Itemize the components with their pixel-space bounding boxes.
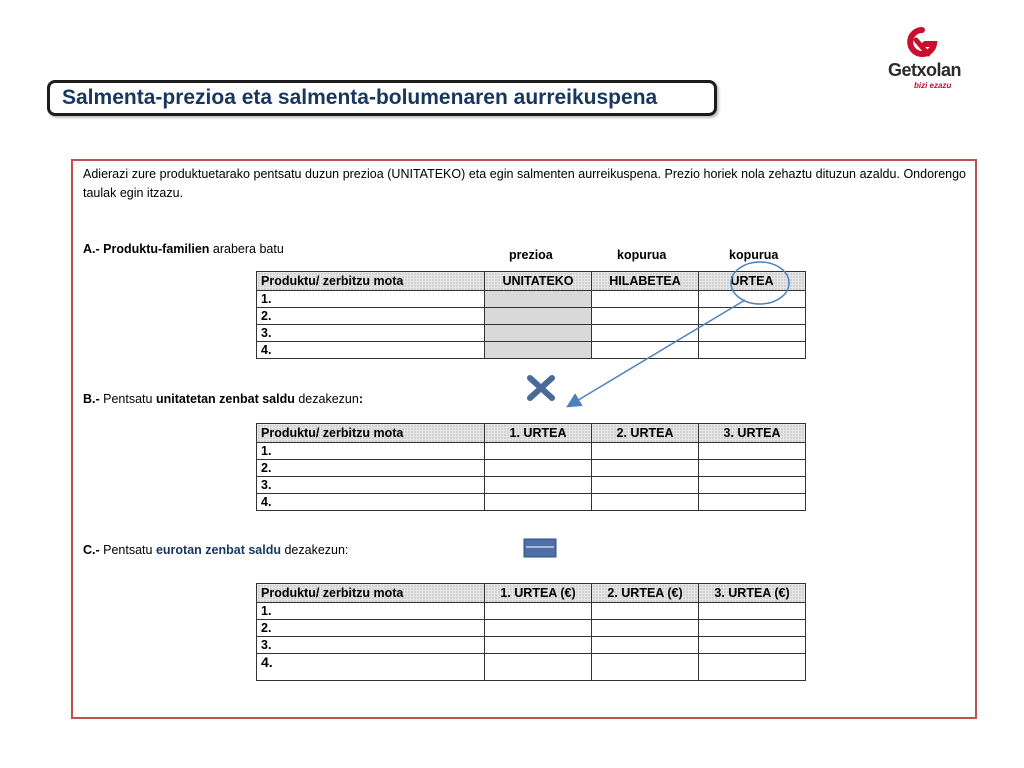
section-c-post: dezakezun: bbox=[281, 543, 349, 557]
table-cell[interactable] bbox=[592, 308, 699, 325]
table-cell[interactable] bbox=[592, 342, 699, 359]
table-row bbox=[257, 477, 806, 494]
section-a-heading bbox=[83, 242, 284, 256]
table-cell[interactable] bbox=[485, 325, 592, 342]
table-b-header-year-3: 3. URTEA bbox=[699, 424, 806, 443]
table-row bbox=[257, 443, 806, 460]
table-cell[interactable] bbox=[699, 308, 806, 325]
table-a bbox=[256, 271, 806, 359]
table-cell[interactable] bbox=[699, 443, 806, 460]
table-row bbox=[257, 291, 806, 308]
table-row bbox=[257, 308, 806, 325]
table-a-header-unitateko: UNITATEKO bbox=[485, 272, 592, 291]
table-cell[interactable] bbox=[699, 460, 806, 477]
row-label: 3. bbox=[257, 477, 485, 494]
table-row bbox=[257, 620, 806, 637]
column-label-kopurua-2: kopurua bbox=[729, 248, 779, 262]
section-c-bold: eurotan zenbat saldu bbox=[155, 543, 281, 557]
section-b-pre: Pentsatu bbox=[99, 392, 156, 406]
table-cell[interactable] bbox=[485, 342, 592, 359]
table-cell[interactable] bbox=[485, 654, 592, 681]
section-a-bold: Produktu-familien bbox=[103, 242, 210, 256]
column-label-kopurua-1: kopurua bbox=[617, 248, 667, 262]
table-cell[interactable] bbox=[485, 443, 592, 460]
row-label: 3. bbox=[257, 325, 485, 342]
section-a-prefix: A.- bbox=[83, 242, 100, 256]
table-cell[interactable] bbox=[485, 291, 592, 308]
table-cell[interactable] bbox=[592, 325, 699, 342]
section-b-colon: : bbox=[358, 392, 363, 406]
title-box bbox=[47, 80, 717, 116]
row-label: 2. bbox=[257, 308, 485, 325]
row-label: 1. bbox=[257, 443, 485, 460]
section-b-heading bbox=[83, 392, 363, 406]
section-a-rest: arabera batu bbox=[209, 242, 284, 256]
table-row bbox=[257, 603, 806, 620]
table-cell[interactable] bbox=[592, 620, 699, 637]
row-label: 2. bbox=[257, 460, 485, 477]
table-cell[interactable] bbox=[699, 342, 806, 359]
row-label: 1. bbox=[257, 291, 485, 308]
table-b-header-product: Produktu/ zerbitzu mota bbox=[257, 424, 485, 443]
table-c-header-year-2: 2. URTEA (€) bbox=[592, 584, 699, 603]
row-label: 1. bbox=[257, 603, 485, 620]
table-cell[interactable] bbox=[592, 291, 699, 308]
row-label: 4. bbox=[257, 342, 485, 359]
table-cell[interactable] bbox=[485, 308, 592, 325]
table-cell[interactable] bbox=[699, 477, 806, 494]
table-c bbox=[256, 583, 806, 681]
table-cell[interactable] bbox=[592, 654, 699, 681]
table-cell[interactable] bbox=[699, 291, 806, 308]
table-cell[interactable] bbox=[699, 325, 806, 342]
page-title: Salmenta-prezioa eta salmenta-bolumenaren aurreikuspena bbox=[62, 86, 658, 109]
column-label-prezioa: prezioa bbox=[509, 248, 553, 262]
table-cell[interactable] bbox=[592, 603, 699, 620]
row-label: 4. bbox=[257, 494, 485, 511]
table-cell[interactable] bbox=[485, 460, 592, 477]
section-b-prefix: B.- bbox=[83, 392, 100, 406]
table-cell[interactable] bbox=[592, 460, 699, 477]
section-c-pre: Pentsatu bbox=[99, 543, 156, 557]
table-c-header-year-1: 1. URTEA (€) bbox=[485, 584, 592, 603]
section-b-bold: unitatetan zenbat saldu bbox=[155, 392, 295, 406]
table-a-header-hilabetea: HILABETEA bbox=[592, 272, 699, 291]
table-b-header-year-1: 1. URTEA bbox=[485, 424, 592, 443]
table-cell[interactable] bbox=[699, 620, 806, 637]
intro-text: Adierazi zure produktuetarako pentsatu duzun prezioa (UNITATEKO) eta egin salmenten aurreikuspena. Prezio horiek nola zehaztu dituzun azaldu. Ondorengo taulak egin itzazu. bbox=[83, 167, 966, 200]
table-cell[interactable] bbox=[592, 494, 699, 511]
table-cell[interactable] bbox=[592, 637, 699, 654]
table-cell[interactable] bbox=[485, 620, 592, 637]
table-c-header-year-3: 3. URTEA (€) bbox=[699, 584, 806, 603]
logo-tagline: bizi ezazu bbox=[914, 81, 952, 90]
table-b-header-row bbox=[257, 424, 806, 443]
getxolan-logo bbox=[878, 22, 978, 100]
table-row bbox=[257, 637, 806, 654]
table-row bbox=[257, 325, 806, 342]
table-cell[interactable] bbox=[485, 603, 592, 620]
table-row bbox=[257, 342, 806, 359]
row-label: 3. bbox=[257, 637, 485, 654]
row-label: 4. bbox=[257, 654, 485, 681]
getxolan-logo-icon bbox=[878, 22, 978, 62]
table-c-header-row bbox=[257, 584, 806, 603]
section-c-heading bbox=[83, 543, 348, 557]
section-c-prefix: C.- bbox=[83, 543, 100, 557]
logo-brand: Getxolan bbox=[888, 60, 962, 80]
table-b-header-year-2: 2. URTEA bbox=[592, 424, 699, 443]
table-row bbox=[257, 654, 806, 681]
table-cell[interactable] bbox=[485, 637, 592, 654]
row-label: 2. bbox=[257, 620, 485, 637]
table-b bbox=[256, 423, 806, 511]
table-row bbox=[257, 460, 806, 477]
table-a-header-urtea: URTEA bbox=[699, 272, 806, 291]
table-cell[interactable] bbox=[592, 477, 699, 494]
section-b-post: dezakezun bbox=[294, 392, 359, 406]
table-row bbox=[257, 494, 806, 511]
table-a-header-product: Produktu/ zerbitzu mota bbox=[257, 272, 485, 291]
table-cell[interactable] bbox=[699, 494, 806, 511]
table-cell[interactable] bbox=[485, 494, 592, 511]
table-a-header-row bbox=[257, 272, 806, 291]
table-c-header-product: Produktu/ zerbitzu mota bbox=[257, 584, 485, 603]
table-cell[interactable] bbox=[699, 603, 806, 620]
table-cell[interactable] bbox=[485, 477, 592, 494]
table-cell[interactable] bbox=[699, 637, 806, 654]
table-cell[interactable] bbox=[699, 654, 806, 681]
table-cell[interactable] bbox=[592, 443, 699, 460]
